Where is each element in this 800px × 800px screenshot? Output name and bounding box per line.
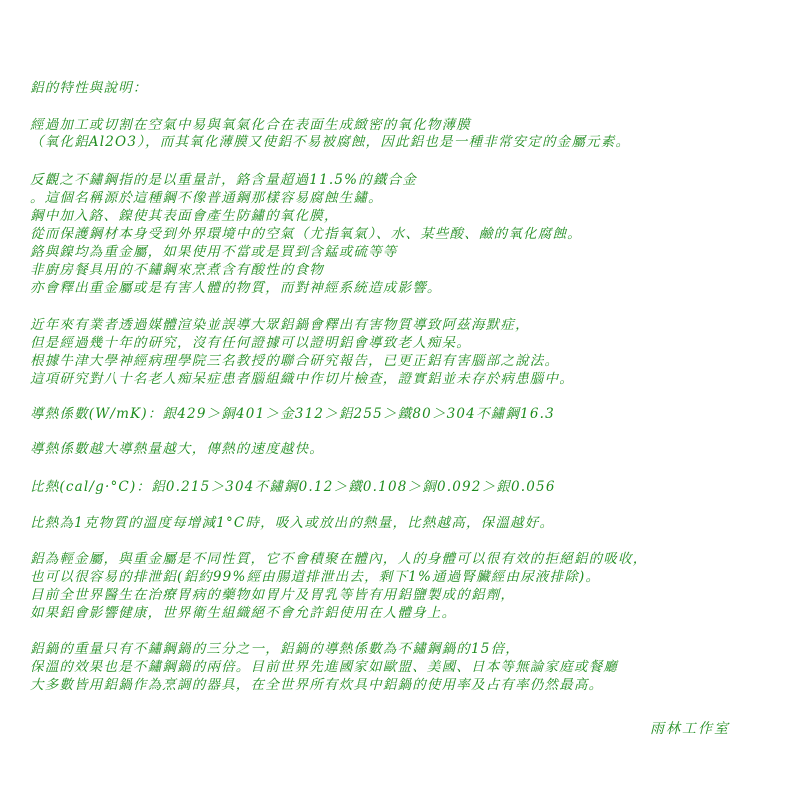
paragraph-8-line-2: 也可以很容易的排泄鋁(鋁約99%經由腸道排泄出去，剩下1%通過腎臟經由尿液排除)。 xyxy=(30,569,601,585)
paragraph-9-line-1: 鋁鍋的重量只有不鏽鋼鍋的三分之一，鋁鍋的導熱係數為不鏽鋼鍋的15倍， xyxy=(30,641,520,657)
paragraph-3-line-1: 近年來有業者透過媒體渲染並誤導大眾鋁鍋會釋出有害物質導致阿茲海默症， xyxy=(30,317,530,333)
paragraph-2-line-7: 亦會釋出重金屬或是有害人體的物質，而對神經系統造成影響。 xyxy=(30,280,442,296)
paragraph-8-line-1: 鋁為輕金屬，與重金屬是不同性質，它不會積聚在體內，人的身體可以很有效的拒絕鋁的吸收， xyxy=(30,551,648,567)
document-body xyxy=(30,0,790,800)
paragraph-3-line-2: 但是經過幾十年的研究，沒有任何證據可以證明鋁會導致老人痴呆。 xyxy=(30,335,471,351)
paragraph-2-line-2: 。這個名稱源於這種鋼不像普通鋼那樣容易腐蝕生鏽。 xyxy=(30,190,383,206)
paragraph-2-line-1: 反觀之不鏽鋼指的是以重量計，鉻含量超過11.5%的鐵合金 xyxy=(30,172,417,188)
paragraph-8-line-3: 目前全世界醫生在治療胃病的藥物如胃片及胃乳等皆有用鋁鹽製成的鋁劑， xyxy=(30,587,516,603)
paragraph-2-line-4: 從而保護鋼材本身受到外界環境中的空氣（尤指氧氣）、水、某些酸、鹼的氧化腐蝕。 xyxy=(30,226,582,242)
paragraph-9-line-3: 大多數皆用鋁鍋作為烹調的器具，在全世界所有炊具中鋁鍋的使用率及占有率仍然最高。 xyxy=(30,677,604,693)
specific-heat-line: 比熱(cal/g·°C)：鋁0.215＞304不鏽鋼0.12＞鐵0.108＞銅0.092＞銀0.056 xyxy=(30,479,556,495)
thermal-conductivity-line: 導熱係數(W/mK)：銀429＞銅401＞金312＞鋁255＞鐵80＞304不鏽鋼16.3 xyxy=(30,406,555,422)
paragraph-3-line-4: 這項研究對八十名老人痴呆症患者腦組織中作切片檢查，證實鋁並未存於病患腦中。 xyxy=(30,371,574,387)
paragraph-1-line-1: 經過加工或切割在空氣中易與氧氣化合在表面生成緻密的氧化物薄膜 xyxy=(30,117,471,133)
paragraph-8-line-4: 如果鋁會影響健康，世界衛生組織絕不會允許鋁使用在人體身上。 xyxy=(30,605,457,621)
document-title: 鋁的特性與說明： xyxy=(30,80,148,96)
paragraph-1-line-2: （氧化鋁Al2O3），而其氧化薄膜又使鋁不易被腐蝕，因此鋁也是一種非常安定的金屬元素。 xyxy=(30,134,631,150)
signature: 雨林工作室 xyxy=(650,721,730,737)
specific-heat-explanation-line: 比熱為1克物質的溫度每增減1°C時，吸入或放出的熱量，比熱越高，保溫越好。 xyxy=(30,515,555,531)
paragraph-2-line-3: 鋼中加入鉻、鎳使其表面會產生防鏽的氧化膜， xyxy=(30,208,339,224)
paragraph-9-line-2: 保溫的效果也是不鏽鋼鍋的兩倍。目前世界先進國家如歐盟、美國、日本等無論家庭或餐廳 xyxy=(30,659,618,675)
paragraph-2-line-5: 鉻與鎳均為重金屬，如果使用不當或是買到含錳或硫等等 xyxy=(30,244,398,260)
paragraph-3-line-3: 根據牛津大學神經病理學院三名教授的聯合研究報告，已更正鋁有害腦部之說法。 xyxy=(30,353,560,369)
conductivity-explanation-line: 導熱係數越大導熱量越大，傳熱的速度越快。 xyxy=(30,441,324,457)
paragraph-2-line-6: 非廚房餐具用的不鏽鋼來烹煮含有酸性的食物 xyxy=(30,262,324,278)
